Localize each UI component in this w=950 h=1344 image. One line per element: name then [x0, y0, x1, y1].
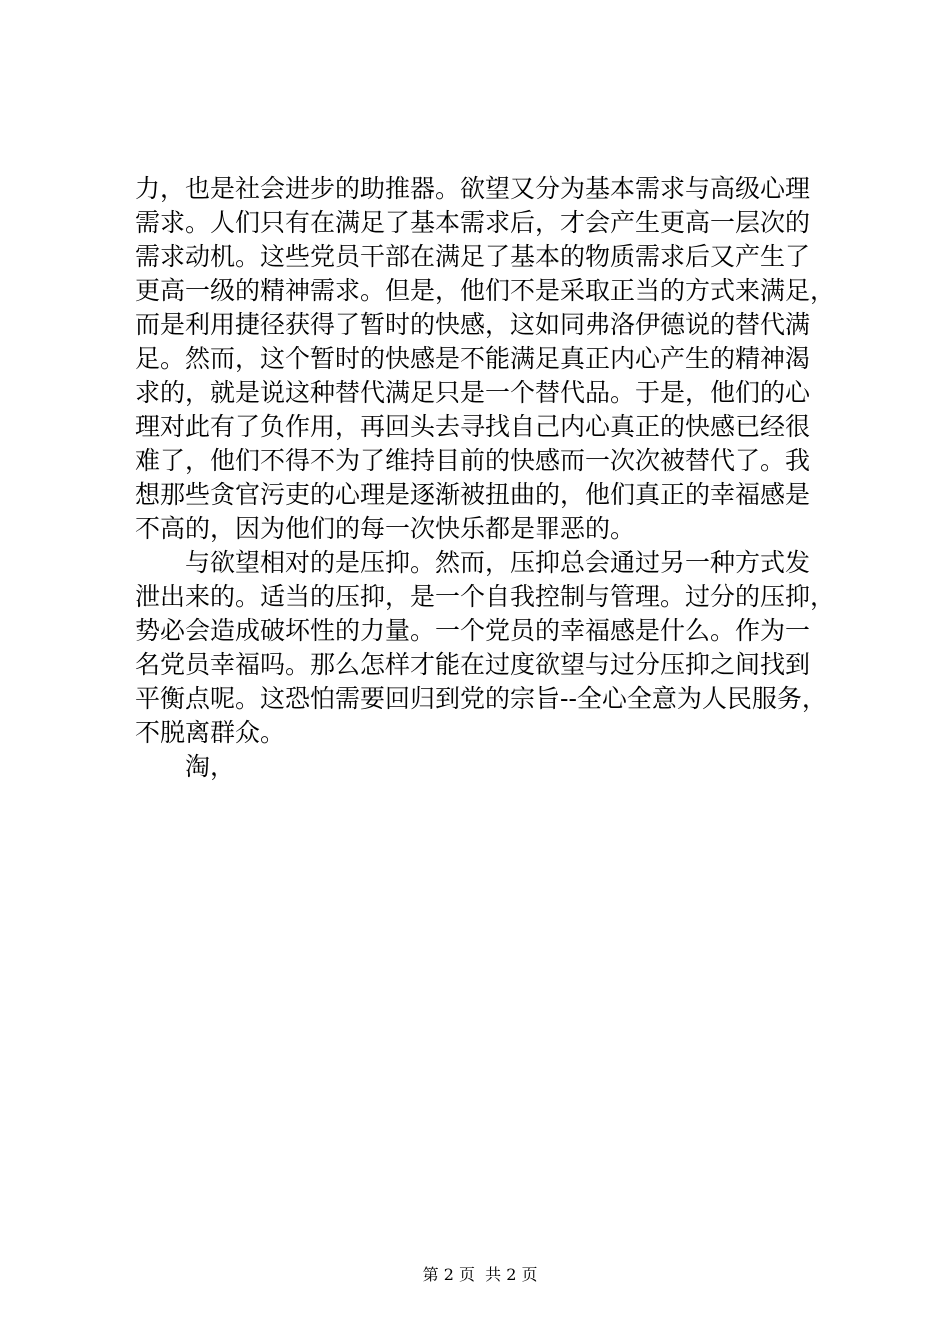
text-line: 不高的，因为他们的每一次快乐都是罪恶的。	[135, 514, 636, 543]
text-line: 而是利用捷径获得了暂时的快感，这如同弗洛伊德说的替代满	[135, 310, 811, 339]
text-line: 足。然而，这个暂时的快感是不能满足真正内心产生的精神渴	[135, 344, 811, 373]
text-line: 更高一级的精神需求。但是，他们不是采取正当的方式来满足，	[135, 276, 836, 305]
text-line: 想那些贪官污吏的心理是逐渐被扭曲的，他们真正的幸福感是	[135, 480, 811, 509]
text-line-indented: 与欲望相对的是压抑。然而，压抑总会通过另一种方式发	[185, 548, 811, 577]
paragraph-1	[135, 172, 835, 546]
text-line: 势必会造成破坏性的力量。一个党员的幸福感是什么。作为一	[135, 616, 811, 645]
text-line: 难了，他们不得不为了维持目前的快感而一次次被替代了。我	[135, 446, 811, 475]
page-footer	[0, 1242, 950, 1286]
text-line: 求的，就是说这种替代满足只是一个替代品。于是，他们的心	[135, 378, 811, 407]
text-line-indented: 淘，	[185, 752, 236, 781]
text-line: 名党员幸福吗。那么怎样才能在过度欲望与过分压抑之间找到	[135, 650, 811, 679]
text-line: 力，也是社会进步的助推器。欲望又分为基本需求与高级心理	[135, 174, 811, 203]
text-line: 平衡点呢。这恐怕需要回归到党的宗旨--全心全意为人民服务，	[135, 684, 827, 713]
paragraph-2	[135, 546, 835, 750]
text-line: 不脱离群众。	[135, 718, 286, 747]
paragraph-3	[135, 750, 835, 784]
text-line: 泄出来的。适当的压抑，是一个自我控制与管理。过分的压抑，	[135, 582, 836, 611]
document-body	[135, 172, 835, 784]
text-line: 理对此有了负作用，再回头去寻找自己内心真正的快感已经很	[135, 412, 811, 441]
text-line: 需求。人们只有在满足了基本需求后，才会产生更高一层次的	[135, 208, 811, 237]
text-line: 需求动机。这些党员干部在满足了基本的物质需求后又产生了	[135, 242, 811, 271]
page-number-label: 第 2 页 共 2 页	[422, 1265, 538, 1284]
